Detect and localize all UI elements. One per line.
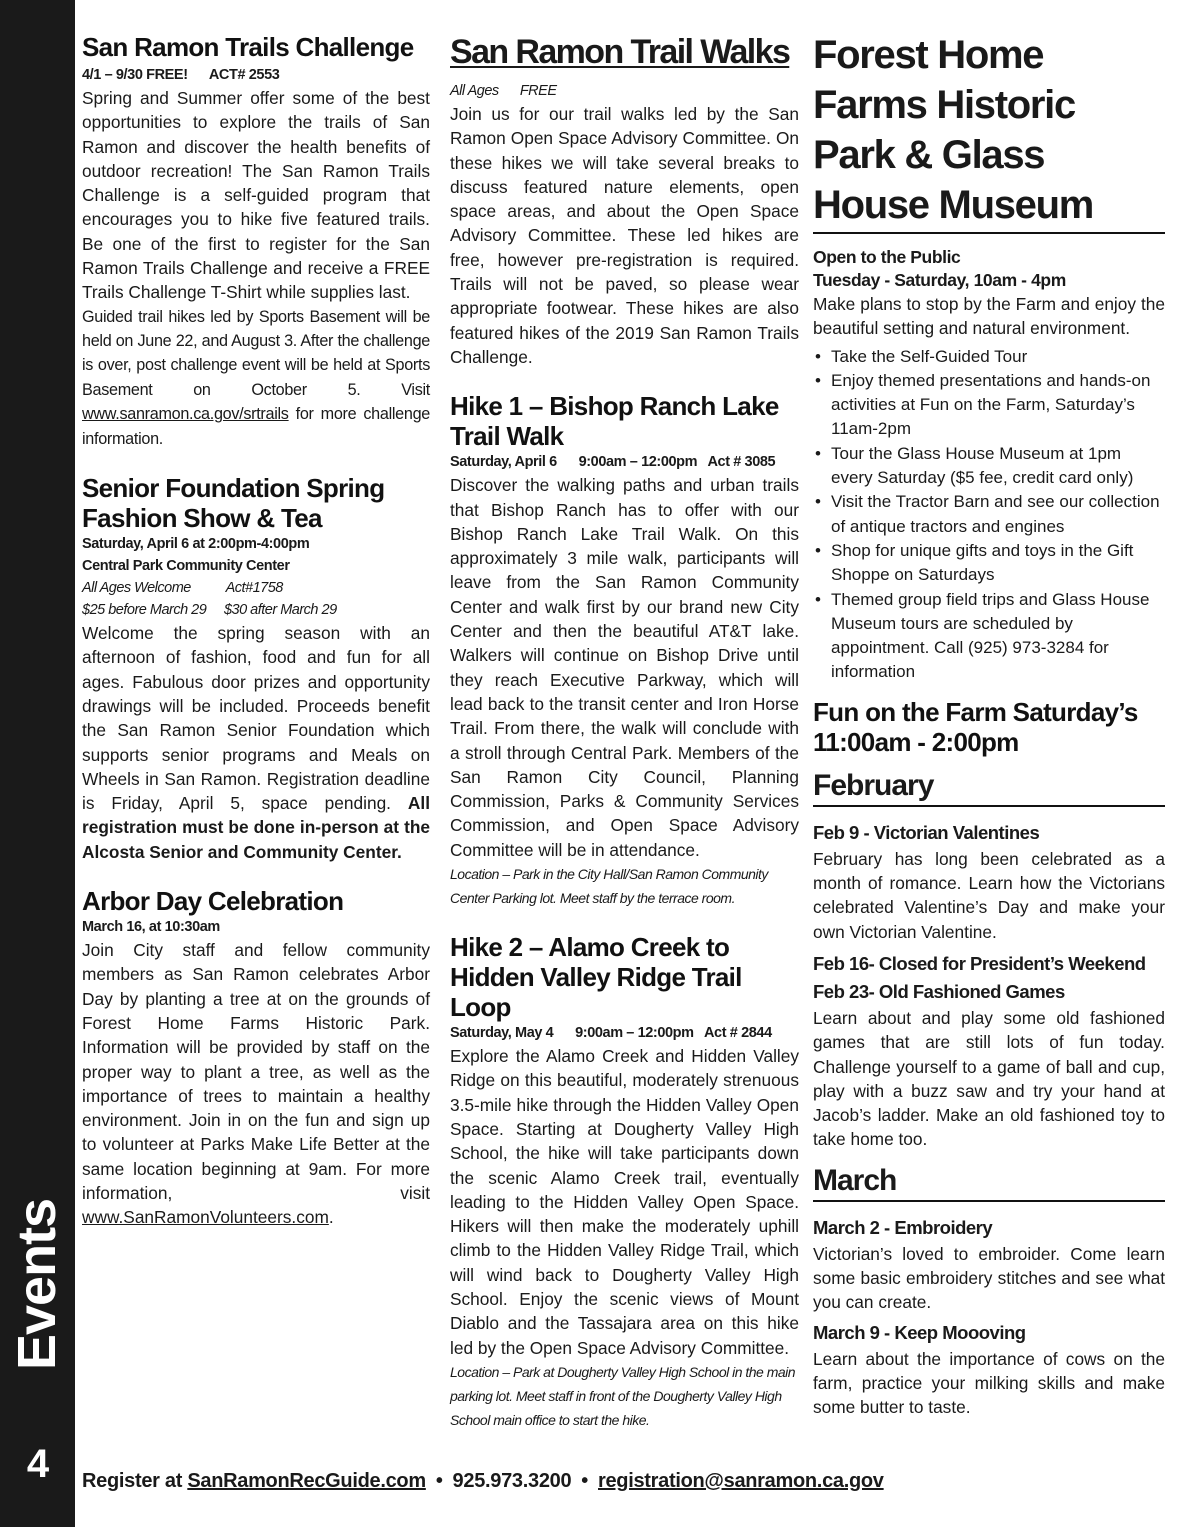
- trail-walks-title: San Ramon Trail Walks: [450, 33, 790, 71]
- volunteers-link[interactable]: www.SanRamonVolunteers.com: [82, 1207, 329, 1228]
- fashion-show-note: All registration must be done in-person at the Alcosta Senior and Community Center.: [82, 793, 430, 862]
- column-middle: [450, 30, 799, 1432]
- feb16-title: Feb 16- Closed for President’s Weekend: [813, 952, 1146, 974]
- fun-on-farm-title: Fun on the Farm Saturday’s 11:00am - 2:00pm: [813, 696, 1138, 757]
- fashion-show-date: Saturday, April 6 at 2:00pm-4:00pm: [82, 536, 310, 553]
- hike2-location: Location – Park at Dougherty Valley High School in the main parking lot. Meet staff in front of the Dougherty Valley High School main office to start the hike.: [450, 1363, 796, 1428]
- farm-intro: Make plans to stop by the Farm and enjoy the beautiful setting and natural environment.: [813, 294, 1165, 339]
- fashion-show-location: Central Park Community Center: [82, 558, 290, 575]
- hike2-title: Hike 2 – Alamo Creek to Hidden Valley Ridge Trail Loop: [450, 932, 742, 1023]
- fashion-show-body: [82, 621, 430, 864]
- body2-text: Guided trail hikes led by Sports Basement will be held on June 22, and August 3. After the challenge is over, post challenge event will be held at Sports Basement on October 5. Visit: [82, 307, 430, 399]
- column-left: [82, 30, 430, 1230]
- fashion-show-text: Welcome the spring season with an afternoon of fashion, food and fun for all ages. Fabulous door prizes and opportunity drawings will be included. Proceeds benefit the San Ramon Senior Foundation which supports senior programs and Meals on Wheels in San Ramon. Registration deadline is Friday, April 5, space pending.: [82, 623, 430, 814]
- list-item: • Tour the Glass House Museum at 1pm every Saturday ($5 fee, credit card only): [813, 442, 1165, 491]
- body2-tail: for more challenge information.: [82, 405, 430, 448]
- feb23-body: Learn about and play some old fashioned games that are still lots of fun today. Challenge yourself to a game of ball and cup, play with a buzz saw and try your hand at Jacob’s ladder. Make an old fashioned toy to take home too.: [813, 1007, 1165, 1150]
- column-right: [813, 30, 1165, 1420]
- farm-title: Forest Home Farms Historic Park & Glass House Museum: [813, 30, 1165, 234]
- fashion-show-price: $25 before March 29 $30 after March 29: [82, 602, 337, 619]
- hike1-title: Hike 1 – Bishop Ranch Lake Trail Walk: [450, 391, 779, 452]
- footer-prefix: Register at: [82, 1470, 188, 1492]
- arbor-day-date: March 16, at 10:30am: [82, 919, 220, 936]
- hike2-meta: Saturday, May 4 9:00am – 12:00pm Act # 2844: [450, 1025, 772, 1042]
- list-item: • Themed group field trips and Glass House Museum tours are scheduled by appointment. Call (925) 973-3284 for information: [813, 588, 1165, 685]
- feb23-title: Feb 23- Old Fashioned Games: [813, 980, 1065, 1002]
- footer-separator: •: [581, 1470, 588, 1492]
- hike1-meta: Saturday, April 6 9:00am – 12:00pm Act # 3085: [450, 454, 776, 471]
- open-label: Open to the Public: [813, 247, 961, 267]
- footer-separator: •: [435, 1470, 443, 1492]
- farm-activities-list: [813, 345, 1165, 685]
- mar2-title: March 2 - Embroidery: [813, 1216, 993, 1238]
- arbor-day-text: Join City staff and fellow community members as San Ramon celebrates Arbor Day by planting a tree at on the grounds of Forest Home Farms Historic Park. Information will be provided by staff on the proper way to plant a tree, as well as the importance of trees to maintain a healthy environment. Join in on the fun and sign up to volunteer at Parks Make Life Better at the same location beginning at 9am. For more information, visit: [82, 940, 430, 1204]
- section-label: Events: [7, 1198, 67, 1370]
- footer-phone: 925.973.3200: [452, 1470, 572, 1492]
- mar2-body: Victorian’s loved to embroider. Come learn some basic embroidery stitches and see what you can create.: [813, 1243, 1165, 1313]
- trail-walks-intro: Join us for our trail walks led by the San Ramon Open Space Advisory Committee. On these hikes we will take several breaks to discuss featured nature elements, open space areas, and about the Open Space Advisory Committee. These led hikes are free, however pre-registration is required. Trails will not be paved, so please wear appropriate footwear. These hikes are also featured hikes of the 2019 San Ramon Trails Challenge.: [450, 104, 799, 367]
- trails-challenge-body2: [82, 305, 430, 451]
- feb9-body: February has long been celebrated as a month of romance. Learn how the Victorians celebrated Valentine’s Day and make your own Victorian Valentine.: [813, 848, 1165, 942]
- march-heading: March: [813, 1164, 1165, 1202]
- srtrails-link[interactable]: www.sanramon.ca.gov/srtrails: [82, 405, 289, 424]
- trails-challenge-meta: 4/1 – 9/30 FREE! ACT# 2553: [82, 67, 280, 83]
- arbor-day-tail: .: [328, 1207, 334, 1228]
- list-item: • Shop for unique gifts and toys in the Gift Shoppe on Saturdays: [813, 539, 1165, 588]
- registration-email-link[interactable]: registration@sanramon.ca.gov: [598, 1470, 884, 1492]
- mar9-body: Learn about the importance of cows on the farm, practice your milking skills and make some butter to taste.: [813, 1348, 1165, 1418]
- hike2-body: Explore the Alamo Creek and Hidden Valley Ridge on this beautiful, moderately strenuous 3.5-mile hike through the Hidden Valley Open Space. Starting at Dougherty Valley High School, the hike will take participants down the scenic Alamo Creek trail, eventually leading to the Hidden Valley Open Space. Hikers will then make the moderately uphill climb to the Hidden Valley Ridge Trail, which will wind back to Dougherty Valley High School. Enjoy the scenic views of Mount Diablo and the Tassajara area on this hike led by the Open Space Advisory Committee.: [450, 1046, 799, 1358]
- arbor-day-title: Arbor Day Celebration: [82, 886, 344, 917]
- list-item: • Take the Self-Guided Tour: [813, 345, 1165, 369]
- page-number: 4: [26, 1442, 50, 1486]
- feb9-title: Feb 9 - Victorian Valentines: [813, 821, 1040, 843]
- hike1-location: Location – Park in the City Hall/San Ramon Community Center Parking lot. Meet staff by the terrace room.: [450, 866, 768, 907]
- february-heading: February: [813, 769, 1165, 807]
- rec-guide-link[interactable]: SanRamonRecGuide.com: [187, 1470, 426, 1492]
- fashion-show-ages: All Ages Welcome Act#1758: [82, 580, 283, 597]
- arbor-day-body: [82, 938, 430, 1230]
- mar9-title: March 9 - Keep Moooving: [813, 1321, 1026, 1343]
- hike1-body: Discover the walking paths and urban trails that Bishop Ranch has to offer with our Bishop Ranch Lake Trail Walk. On this approximately 3 mile walk, participants will leave from the San Ramon Community Center and walk first by our brand new City Center and then the beautiful AT&T lake. Walkers will continue on Bishop Drive until they reach Executive Parkway, which will lead back to the transit center and Iron Horse Trail. From there, the walk will conclude with a stroll through Central Park. Members of the San Ramon City Council, Planning Commission, Parks & Community Services Commission, and Open Space Advisory Committee will be in attendance.: [450, 475, 799, 860]
- footer-register: [82, 1466, 1172, 1496]
- trail-walks-ages: All Ages FREE: [450, 83, 557, 99]
- trails-challenge-title: San Ramon Trails Challenge: [82, 32, 414, 62]
- fashion-show-title: Senior Foundation Spring Fashion Show & Tea: [82, 473, 385, 534]
- list-item: • Visit the Tractor Barn and see our collection of antique tractors and engines: [813, 490, 1165, 539]
- open-hours: Tuesday - Saturday, 10am - 4pm: [813, 270, 1066, 290]
- list-item: • Enjoy themed presentations and hands-on activities at Fun on the Farm, Saturday’s 11am-2pm: [813, 369, 1165, 442]
- trails-challenge-body: Spring and Summer offer some of the best opportunities to explore the trails of San Ramon and discover the health benefits of outdoor recreation! The San Ramon Trails Challenge is a self-guided program that encourages you to hike five featured trails. Be one of the first to register for the San Ramon Trails Challenge and receive a FREE Trails Challenge T-Shirt while supplies last.: [82, 88, 430, 303]
